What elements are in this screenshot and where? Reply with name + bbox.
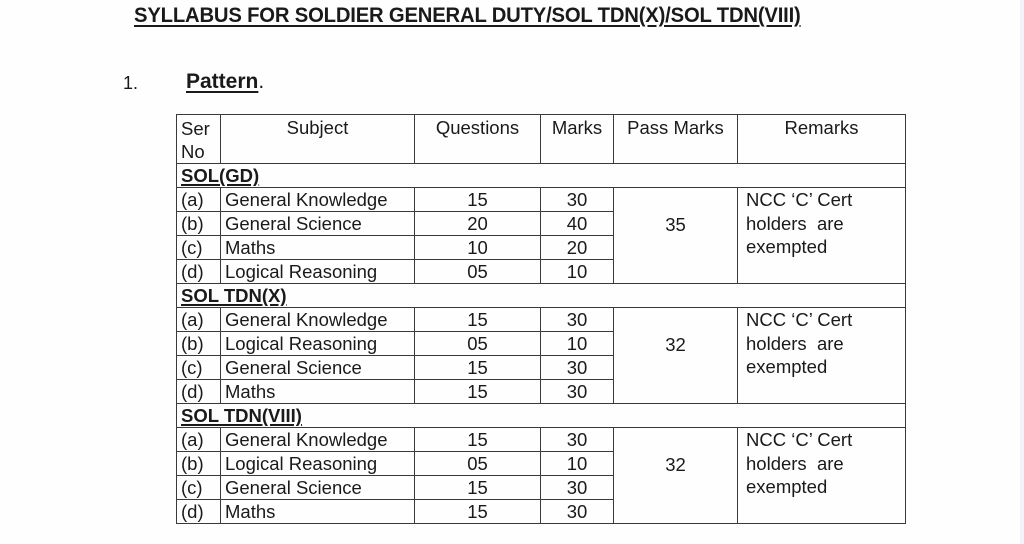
table-header-row — [177, 115, 906, 164]
cell-remarks — [738, 428, 906, 524]
cell-questions: 10 — [415, 236, 541, 260]
cell-marks: 30 — [541, 308, 614, 332]
cell-marks: 30 — [541, 428, 614, 452]
cell-ser-no: (b) — [177, 332, 221, 356]
cell-ser-no: (d) — [177, 260, 221, 284]
section-title — [186, 70, 264, 94]
cell-pass-marks: 32 — [614, 428, 738, 524]
document-title: SYLLABUS FOR SOLDIER GENERAL DUTY/SOL TDN(X)/SOL TDN(VIII) — [134, 4, 801, 27]
table-row — [177, 308, 906, 332]
cell-ser-no: (a) — [177, 308, 221, 332]
section-title-suffix: . — [258, 70, 265, 93]
table-row — [177, 188, 906, 212]
cell-questions: 15 — [415, 500, 541, 524]
cell-ser-no: (a) — [177, 188, 221, 212]
cell-subject: General Knowledge — [221, 188, 415, 212]
cell-questions: 15 — [415, 188, 541, 212]
table-body — [177, 164, 906, 524]
cell-ser-no: (c) — [177, 236, 221, 260]
cell-questions: 15 — [415, 380, 541, 404]
cell-questions: 05 — [415, 332, 541, 356]
remarks-line: NCC ‘C’ Cert — [746, 429, 853, 450]
remarks-line: holders are — [746, 332, 844, 354]
cell-pass-marks: 32 — [614, 308, 738, 404]
cell-subject: Maths — [221, 236, 415, 260]
cell-subject: General Science — [221, 356, 415, 380]
cell-questions: 05 — [415, 452, 541, 476]
section-number: 1. — [123, 73, 139, 93]
cell-subject: Logical Reasoning — [221, 260, 415, 284]
cell-subject: General Science — [221, 476, 415, 500]
cell-subject: General Science — [221, 212, 415, 236]
cell-questions: 15 — [415, 428, 541, 452]
header-remarks: Remarks — [738, 115, 906, 164]
cell-questions: 15 — [415, 308, 541, 332]
group-name: SOL(GD) — [181, 165, 260, 186]
cell-marks: 10 — [541, 452, 614, 476]
remarks-line: holders are — [746, 212, 844, 234]
table-row — [177, 428, 906, 452]
cell-marks: 20 — [541, 236, 614, 260]
cell-ser-no: (d) — [177, 500, 221, 524]
cell-subject: Logical Reasoning — [221, 332, 415, 356]
header-ser-line1: Ser — [181, 118, 210, 139]
cell-marks: 10 — [541, 332, 614, 356]
cell-questions: 15 — [415, 476, 541, 500]
group-header-row — [177, 164, 906, 188]
cell-ser-no: (c) — [177, 476, 221, 500]
remarks-line: exempted — [746, 236, 828, 257]
header-marks: Marks — [541, 115, 614, 164]
cell-marks: 30 — [541, 356, 614, 380]
group-header-cell — [177, 404, 906, 428]
cell-remarks — [738, 308, 906, 404]
group-name: SOL TDN(VIII) — [181, 405, 302, 426]
group-name: SOL TDN(X) — [181, 285, 287, 306]
cell-subject: General Knowledge — [221, 308, 415, 332]
remarks-line: NCC ‘C’ Cert — [746, 309, 853, 330]
cell-marks: 40 — [541, 212, 614, 236]
cell-marks: 30 — [541, 188, 614, 212]
cell-marks: 30 — [541, 500, 614, 524]
cell-questions: 15 — [415, 356, 541, 380]
cell-pass-marks: 35 — [614, 188, 738, 284]
header-ser-no — [177, 115, 221, 164]
cell-questions: 05 — [415, 260, 541, 284]
cell-ser-no: (a) — [177, 428, 221, 452]
cell-marks: 10 — [541, 260, 614, 284]
cell-ser-no: (b) — [177, 212, 221, 236]
remarks-line: exempted — [746, 476, 828, 497]
group-header-cell — [177, 284, 906, 308]
remarks-line: NCC ‘C’ Cert — [746, 189, 853, 210]
remarks-line: exempted — [746, 356, 828, 377]
cell-questions: 20 — [415, 212, 541, 236]
cell-subject: General Knowledge — [221, 428, 415, 452]
group-header-row — [177, 284, 906, 308]
cell-remarks — [738, 188, 906, 284]
page-edge — [1020, 0, 1024, 544]
group-header-row — [177, 404, 906, 428]
group-header-cell — [177, 164, 906, 188]
header-subject: Subject — [221, 115, 415, 164]
exam-pattern-table — [176, 114, 906, 524]
cell-ser-no: (b) — [177, 452, 221, 476]
cell-marks: 30 — [541, 476, 614, 500]
cell-subject: Maths — [221, 380, 415, 404]
cell-marks: 30 — [541, 380, 614, 404]
header-questions: Questions — [415, 115, 541, 164]
cell-subject: Maths — [221, 500, 415, 524]
cell-ser-no: (d) — [177, 380, 221, 404]
header-pass-marks: Pass Marks — [614, 115, 738, 164]
section-title-text: Pattern — [186, 70, 259, 93]
cell-subject: Logical Reasoning — [221, 452, 415, 476]
remarks-line: holders are — [746, 452, 844, 474]
cell-ser-no: (c) — [177, 356, 221, 380]
header-ser-line2: No — [181, 141, 205, 162]
